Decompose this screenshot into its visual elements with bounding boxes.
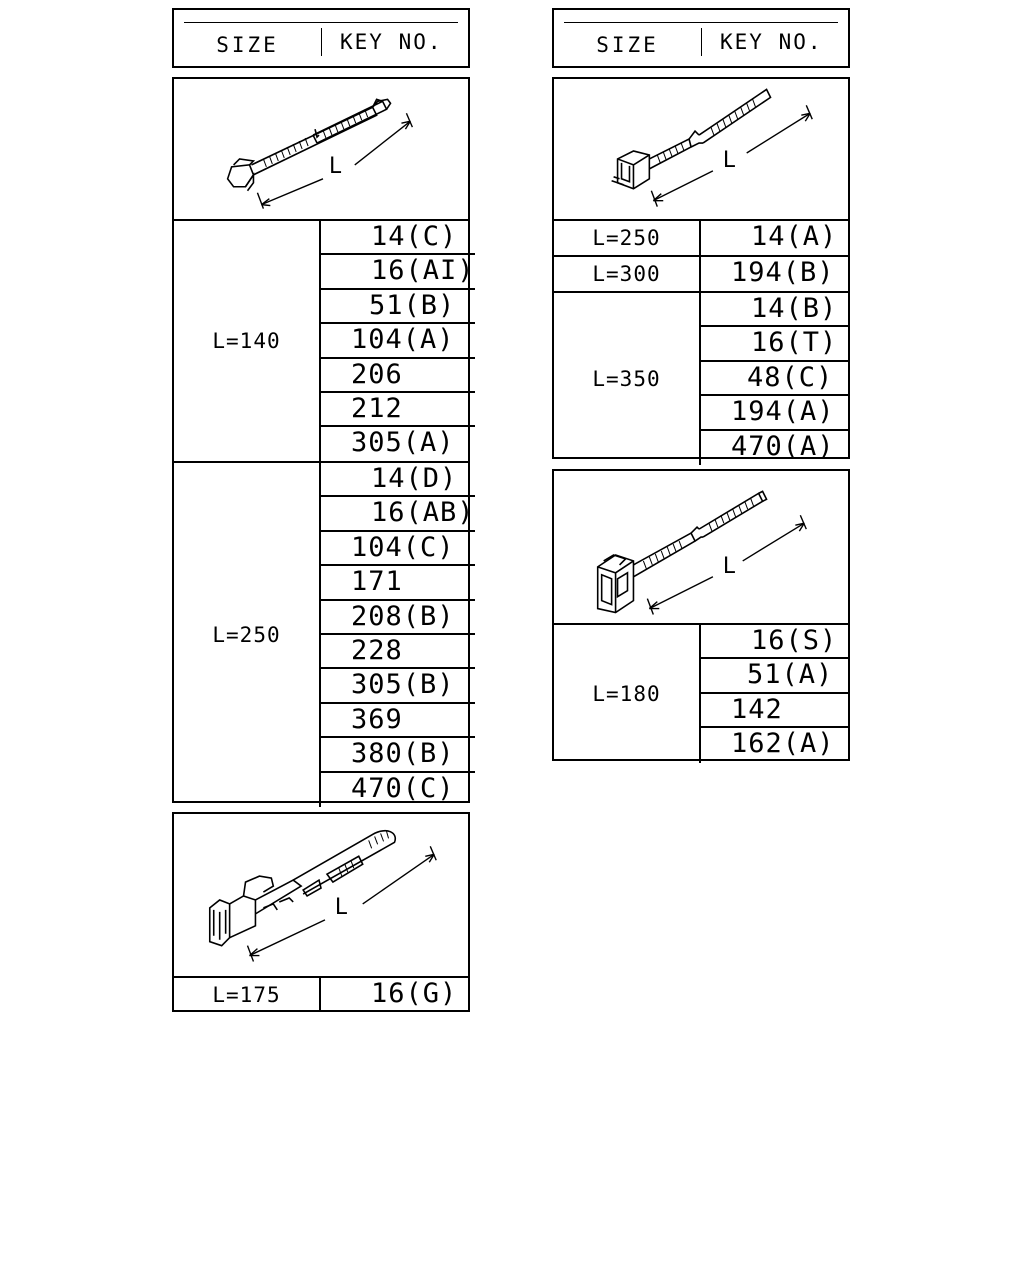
key-number: 51(A) bbox=[701, 659, 848, 693]
key-number: 16(AB) bbox=[321, 497, 475, 531]
size-row bbox=[554, 257, 848, 293]
key-number: 162(A) bbox=[731, 728, 835, 760]
cable-tie-mount-drawing bbox=[174, 814, 468, 976]
size-row bbox=[174, 463, 475, 805]
key-number: 305(A) bbox=[351, 427, 455, 459]
size-column-header: SIZE bbox=[216, 32, 279, 57]
size-row bbox=[174, 221, 475, 463]
dimension-label-l: L bbox=[328, 153, 342, 179]
right-cable-tie-group-1 bbox=[552, 77, 850, 462]
size-row bbox=[554, 221, 848, 257]
key-number: 14(B) bbox=[701, 293, 848, 327]
size-value: L=140 bbox=[174, 221, 321, 462]
key-number: 104(A) bbox=[321, 324, 475, 358]
size-row bbox=[554, 293, 848, 463]
key-number: 51(B) bbox=[321, 290, 475, 324]
key-no-column-header: KEY NO. bbox=[701, 28, 848, 56]
size-value: L=350 bbox=[554, 293, 701, 465]
size-row bbox=[554, 625, 848, 761]
dimension-label-l: L bbox=[334, 894, 348, 920]
cable-tie-clip-drawing bbox=[554, 471, 848, 623]
key-number: 14(C) bbox=[321, 221, 475, 255]
key-number: 194(A) bbox=[701, 396, 848, 430]
right-cable-tie-group-2 bbox=[552, 469, 850, 761]
key-number: 14(A) bbox=[751, 221, 838, 252]
left-table-header bbox=[172, 8, 470, 68]
key-number: 228 bbox=[321, 635, 475, 669]
key-number: 14(D) bbox=[321, 463, 475, 497]
size-value: L=250 bbox=[554, 221, 701, 255]
key-number: 208(B) bbox=[321, 601, 475, 635]
size-value: L=175 bbox=[174, 978, 321, 1012]
cable-tie-illustration bbox=[554, 471, 848, 625]
right-table-header bbox=[552, 8, 850, 68]
size-value: L=300 bbox=[554, 257, 701, 291]
cable-tie-drawing bbox=[554, 79, 848, 219]
size-value: L=180 bbox=[554, 625, 701, 763]
dimension-label-l: L bbox=[722, 147, 736, 173]
key-no-column-header: KEY NO. bbox=[321, 28, 468, 56]
key-number: 48(C) bbox=[701, 362, 848, 396]
cable-tie-illustration bbox=[174, 79, 468, 221]
key-number: 104(C) bbox=[321, 532, 475, 566]
cable-tie-drawing bbox=[174, 79, 468, 219]
size-column-header: SIZE bbox=[596, 32, 659, 57]
cable-tie-illustration bbox=[554, 79, 848, 221]
key-number: 171 bbox=[321, 566, 475, 600]
key-number: 470(A) bbox=[731, 430, 835, 462]
key-number: 194(B) bbox=[731, 257, 835, 288]
key-number: 206 bbox=[321, 359, 475, 393]
key-number: 380(B) bbox=[321, 738, 475, 772]
cable-tie-illustration bbox=[174, 814, 468, 978]
key-number: 305(B) bbox=[321, 669, 475, 703]
size-value: L=250 bbox=[174, 463, 321, 807]
key-number: 369 bbox=[321, 704, 475, 738]
key-number: 16(S) bbox=[701, 625, 848, 659]
left-cable-tie-group-1 bbox=[172, 77, 475, 804]
key-number: 212 bbox=[321, 393, 475, 427]
key-number: 16(T) bbox=[701, 327, 848, 361]
key-number: 16(G) bbox=[371, 978, 458, 1009]
size-row bbox=[174, 978, 468, 1012]
key-number: 470(C) bbox=[351, 772, 455, 804]
key-number: 16(AI) bbox=[321, 255, 475, 289]
left-cable-tie-group-2 bbox=[172, 812, 470, 1012]
key-number: 142 bbox=[701, 694, 848, 728]
dimension-label-l: L bbox=[722, 553, 736, 579]
